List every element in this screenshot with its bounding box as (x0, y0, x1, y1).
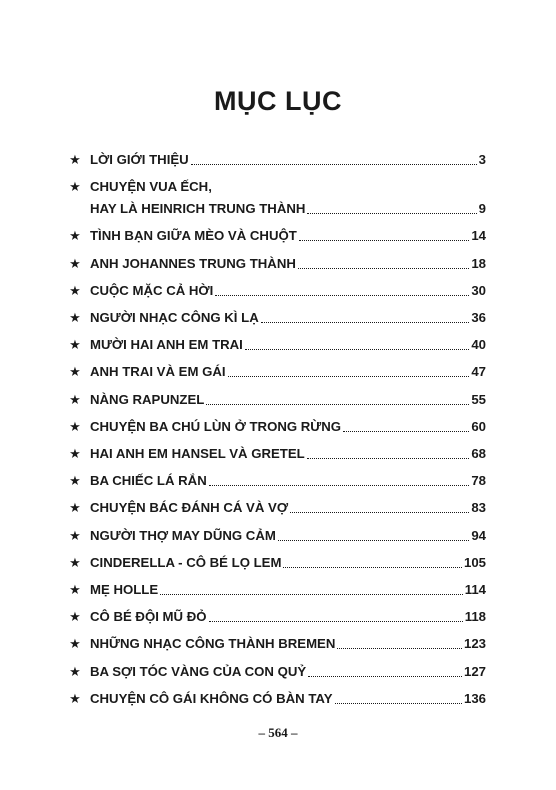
dot-leader (335, 702, 462, 704)
toc-entry[interactable] (90, 255, 486, 273)
toc-entry[interactable] (90, 363, 486, 381)
dot-leader (307, 457, 470, 459)
toc-page-number: 118 (464, 609, 486, 625)
star-icon: ★ (69, 473, 81, 489)
toc-entry-title: MẸ HOLLE (90, 582, 159, 597)
toc-entry-title: BA SỢI TÓC VÀNG CỦA CON QUỶ (90, 663, 307, 679)
toc-page-number: 40 (471, 337, 486, 353)
dot-leader (209, 620, 463, 622)
toc-page-number: 114 (464, 582, 486, 597)
toc-page-number: 78 (471, 473, 486, 489)
toc-entry[interactable] (90, 336, 486, 354)
star-icon: ★ (69, 636, 81, 652)
toc-entry-title: CÔ BÉ ĐỘI MŨ ĐỎ (90, 609, 207, 625)
star-icon: ★ (69, 609, 81, 625)
toc-page-number: 123 (463, 636, 486, 652)
dot-leader (337, 647, 462, 649)
toc-entry-title-line: CHUYỆN VUA ẾCH, (90, 179, 212, 195)
toc-page-number: 68 (471, 446, 486, 461)
star-icon: ★ (69, 582, 81, 597)
dot-leader (307, 212, 476, 214)
toc-entry-title: MƯỜI HAI ANH EM TRAI (90, 337, 243, 353)
toc-page-number: 36 (471, 310, 486, 325)
toc-entry[interactable] (90, 418, 486, 436)
star-icon: ★ (69, 364, 81, 380)
toc-entry[interactable] (90, 608, 486, 626)
star-icon: ★ (69, 255, 81, 271)
page-title: MỤC LỤC (214, 86, 342, 116)
star-icon: ★ (69, 179, 81, 195)
toc-entry-title: CUỘC MẶC CẢ HỜI (90, 282, 214, 298)
toc-entry[interactable] (90, 391, 486, 409)
toc-page-number: 94 (471, 527, 486, 543)
toc-entry[interactable] (90, 635, 486, 653)
star-icon: ★ (69, 152, 81, 167)
star-icon: ★ (69, 282, 81, 298)
star-icon: ★ (69, 418, 81, 434)
toc-page-number: 127 (463, 663, 486, 679)
toc-page-number: 3 (478, 152, 486, 167)
toc-entry-title: NGƯỜI NHẠC CÔNG KÌ LẠ (90, 310, 259, 325)
toc-entry[interactable] (90, 663, 486, 681)
star-icon: ★ (69, 527, 81, 543)
toc-entry[interactable] (90, 200, 486, 218)
toc-entry-title: NÀNG RAPUNZEL (90, 391, 205, 407)
dot-leader (209, 484, 470, 486)
toc-entry[interactable] (90, 527, 486, 545)
page-number-footer: – 564 – (258, 725, 298, 740)
toc-entry[interactable] (90, 472, 486, 490)
toc-entry-title: ANH TRAI VÀ EM GÁI (90, 364, 226, 380)
toc-entry[interactable] (90, 282, 486, 300)
star-icon: ★ (69, 663, 81, 679)
toc-entry-title: CHUYỆN CÔ GÁI KHÔNG CÓ BÀN TAY (90, 690, 333, 706)
star-icon: ★ (69, 228, 81, 244)
toc-entry[interactable] (90, 445, 486, 463)
toc-page-number: 18 (471, 255, 486, 271)
toc-page-number: 105 (463, 554, 486, 570)
toc-entry-title: LỜI GIỚI THIỆU (90, 152, 189, 167)
toc-entry-title: CHUYỆN BÁC ĐÁNH CÁ VÀ VỢ (90, 500, 289, 516)
dot-leader (160, 593, 463, 595)
toc-page-number: 30 (471, 282, 486, 298)
star-icon: ★ (69, 554, 81, 570)
toc-entry-title: HAY LÀ HEINRICH TRUNG THÀNH (90, 201, 306, 217)
star-icon: ★ (69, 310, 81, 325)
star-icon: ★ (69, 690, 81, 706)
dot-leader (299, 239, 470, 241)
toc-entry[interactable] (90, 499, 486, 517)
dot-leader (228, 375, 470, 377)
toc-entry-title: HAI ANH EM HANSEL VÀ GRETEL (90, 446, 305, 461)
toc-entry-title: CHUYỆN BA CHÚ LÙN Ở TRONG RỪNG (90, 418, 342, 434)
dot-leader (261, 321, 470, 323)
toc-page-number: 60 (471, 418, 486, 434)
dot-leader (290, 511, 469, 513)
star-icon: ★ (69, 391, 81, 407)
dot-leader (206, 403, 469, 405)
star-icon: ★ (69, 500, 81, 516)
dot-leader (278, 539, 469, 541)
toc-entry[interactable] (90, 554, 486, 572)
dot-leader (191, 163, 477, 165)
toc-page-number: 55 (471, 391, 486, 407)
dot-leader (283, 566, 462, 568)
toc-page-number: 9 (478, 201, 486, 217)
toc-entry[interactable] (90, 309, 486, 327)
toc-entry-title: TÌNH BẠN GIỮA MÈO VÀ CHUỘT (90, 228, 297, 244)
toc-page-number: 83 (471, 500, 486, 516)
toc-entry-title: BA CHIẾC LÁ RẮN (90, 473, 207, 489)
toc-entry[interactable] (90, 690, 486, 708)
star-icon: ★ (69, 446, 81, 461)
star-icon: ★ (69, 337, 81, 353)
toc-entry-title: NGƯỜI THỢ MAY DŨNG CẢM (90, 527, 276, 543)
toc-entry[interactable] (90, 227, 486, 245)
toc-page-number: 47 (471, 364, 486, 380)
toc-entry[interactable] (90, 151, 486, 169)
dot-leader (343, 430, 469, 432)
dot-leader (245, 348, 469, 350)
dot-leader (215, 294, 469, 296)
toc-entry[interactable] (90, 581, 486, 599)
toc-entry-title: ANH JOHANNES TRUNG THÀNH (90, 255, 296, 271)
toc-entry-title: CINDERELLA - CÔ BÉ LỌ LEM (90, 554, 282, 570)
dot-leader (298, 267, 469, 269)
toc-page-number: 136 (463, 690, 486, 706)
dot-leader (308, 675, 462, 677)
toc-entry-title: NHỮNG NHẠC CÔNG THÀNH BREMEN (90, 636, 336, 652)
toc-page-number: 14 (471, 228, 486, 244)
